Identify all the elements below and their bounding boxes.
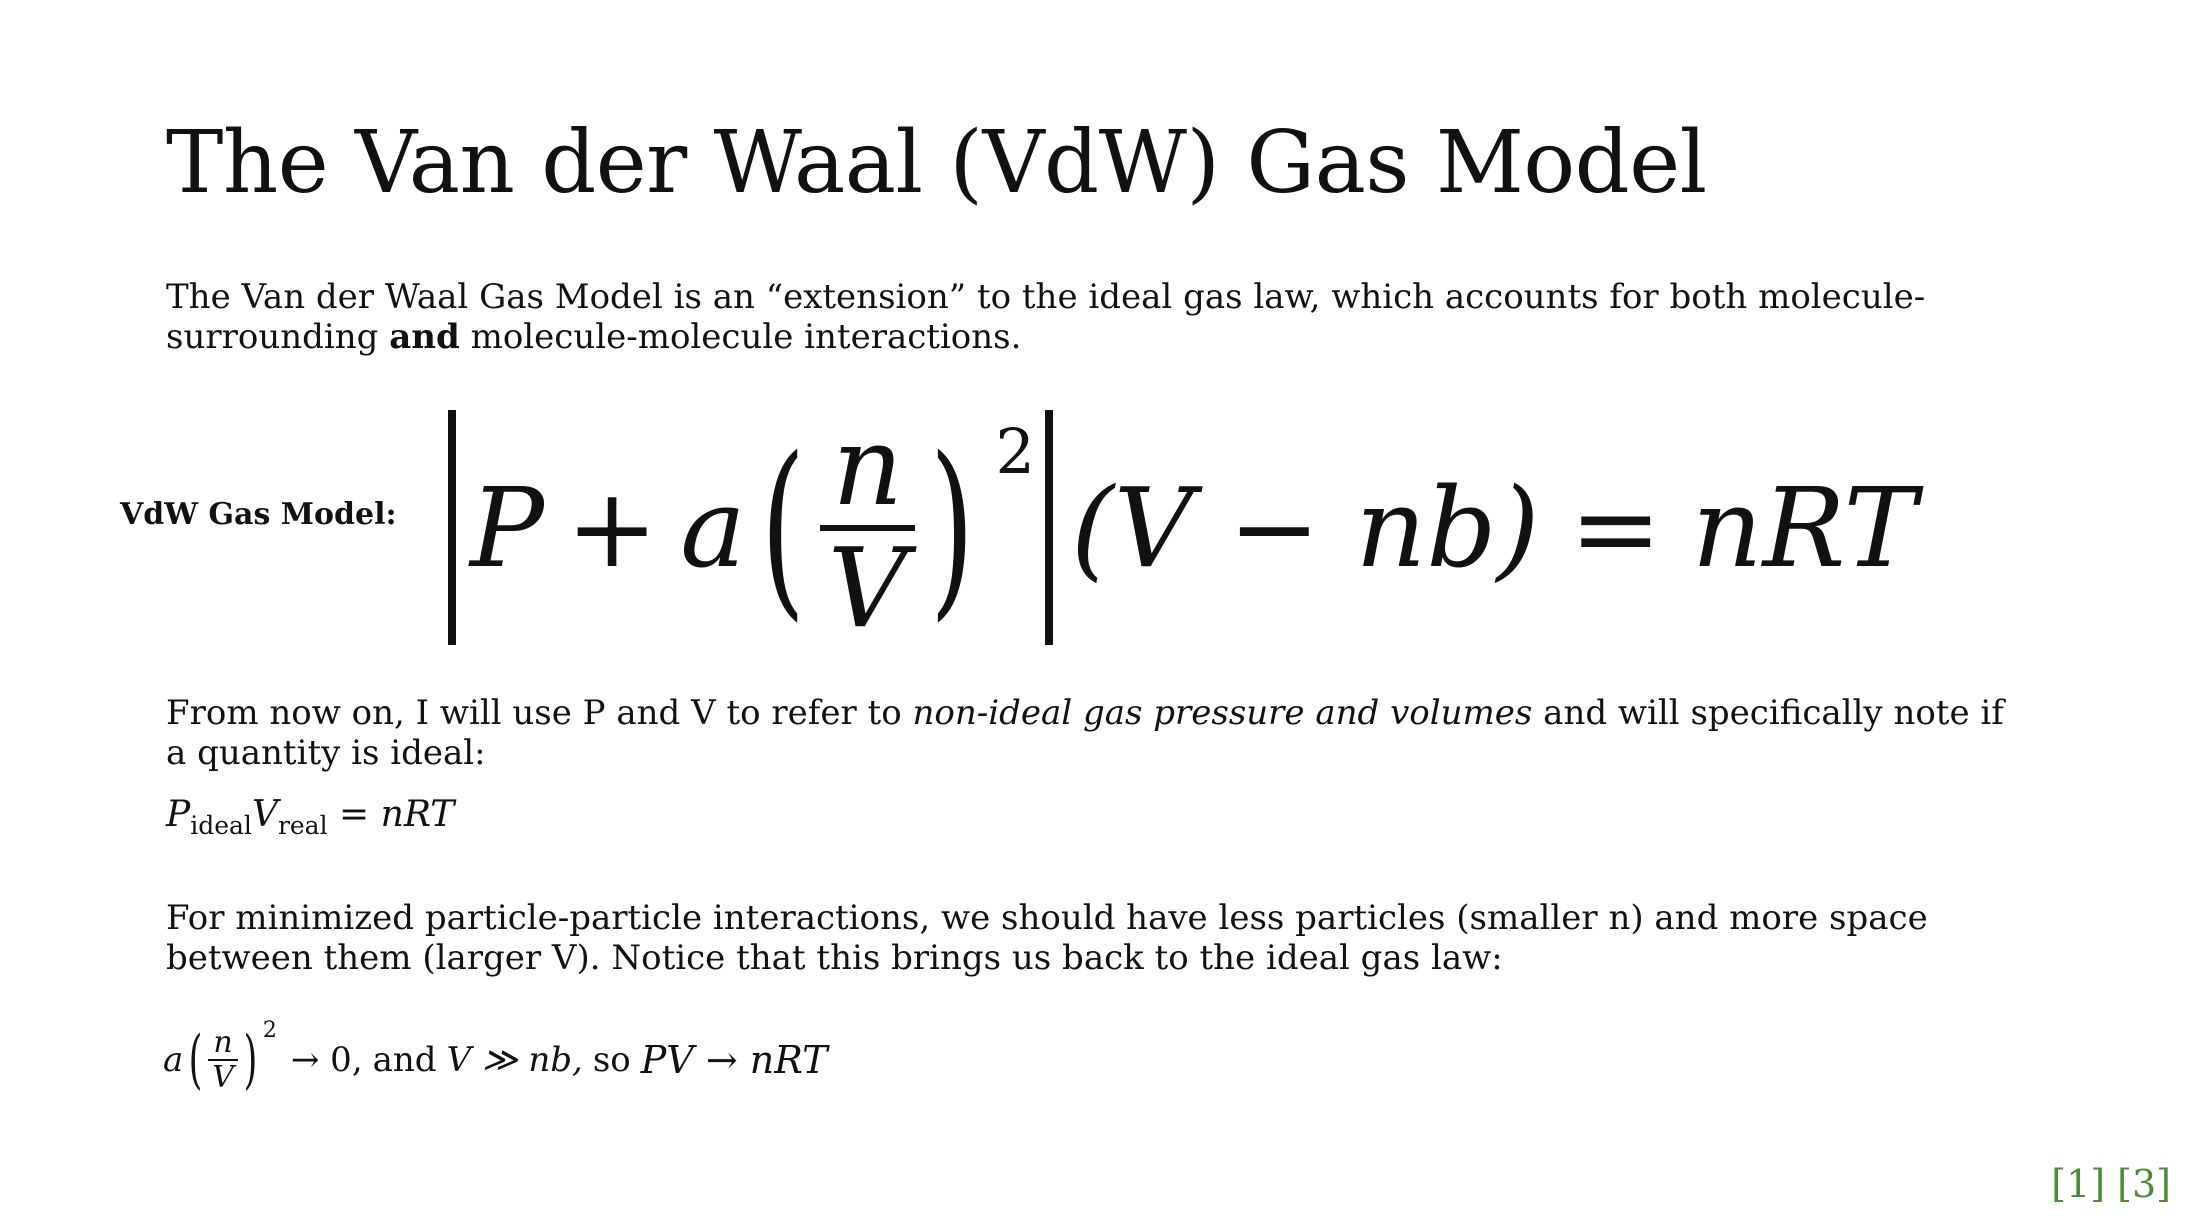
intro-text-1: The Van der Waal Gas Model is an “extension” to the ideal gas law, which accounts for both molecule-surrounding bbox=[166, 277, 1926, 357]
left-bracket bbox=[448, 410, 456, 645]
limit-equation bbox=[163, 1020, 828, 1100]
limit-and-text: and bbox=[372, 1040, 437, 1080]
limit-condition: V ≫ nb, bbox=[446, 1040, 583, 1080]
eq-fraction bbox=[820, 402, 915, 652]
intro-text-2: molecule-molecule interactions. bbox=[459, 317, 1022, 357]
vdw-model-label: VdW Gas Model: bbox=[120, 497, 397, 532]
notation-text-2: and will specifically note if a quantity is ideal: bbox=[166, 693, 2004, 773]
ideal-P-sub: ideal bbox=[190, 811, 252, 840]
ideal-P: P bbox=[166, 794, 191, 835]
limit-fraction-numerator: n bbox=[213, 1025, 233, 1060]
citation-link-1[interactable]: [1] bbox=[2051, 1162, 2106, 1206]
eq-volume-term: (V − nb) bbox=[1070, 463, 1540, 592]
limit-arrow-zero: → 0, bbox=[290, 1040, 363, 1080]
notation-italic: non-ideal gas pressure and volumes bbox=[912, 693, 1533, 733]
limit-so-text: so bbox=[592, 1040, 631, 1080]
limit-left-paren: ( bbox=[188, 1023, 203, 1097]
vdw-equation bbox=[448, 402, 1917, 652]
ideal-V-sub: real bbox=[277, 811, 328, 840]
eq-equals: = bbox=[1569, 463, 1662, 592]
limit-right-paren: ) bbox=[243, 1023, 258, 1097]
limit-result: PV → nRT bbox=[640, 1038, 828, 1082]
ideal-V: V bbox=[251, 794, 278, 835]
eq-exponent: 2 bbox=[995, 415, 1035, 488]
eq-fraction-denominator: V bbox=[827, 523, 908, 652]
citation-link-3[interactable]: [3] bbox=[2117, 1162, 2171, 1206]
minimized-paragraph: For minimized particle-particle interactions, we should have less particles (smaller n) and more space between them (larger V). Notice that this brings us back to the ideal gas law: bbox=[166, 898, 1928, 978]
eq-plus: + bbox=[566, 463, 659, 592]
limit-fraction bbox=[208, 1026, 238, 1094]
notation-text-1: From now on, I will use P and V to refer to bbox=[166, 693, 913, 733]
eq-right-paren: ) bbox=[930, 416, 975, 638]
eq-P: P bbox=[470, 463, 545, 592]
right-bracket bbox=[1045, 410, 1053, 645]
limit-a: a bbox=[163, 1040, 184, 1080]
notation-paragraph bbox=[166, 693, 2016, 773]
eq-a: a bbox=[680, 463, 746, 592]
citations bbox=[2051, 1162, 2171, 1206]
slide-title: The Van der Waal (VdW) Gas Model bbox=[166, 113, 1707, 213]
eq-left-paren: ( bbox=[760, 416, 806, 638]
limit-exponent: 2 bbox=[262, 1018, 277, 1043]
eq-fraction-numerator: n bbox=[832, 402, 904, 530]
intro-bold-and: and bbox=[389, 317, 460, 357]
ideal-rest: = nRT bbox=[327, 794, 455, 835]
eq-rhs: nRT bbox=[1691, 463, 1917, 592]
limit-fraction-denominator: V bbox=[212, 1060, 234, 1095]
ideal-equation bbox=[166, 790, 454, 851]
intro-paragraph bbox=[166, 277, 2016, 357]
